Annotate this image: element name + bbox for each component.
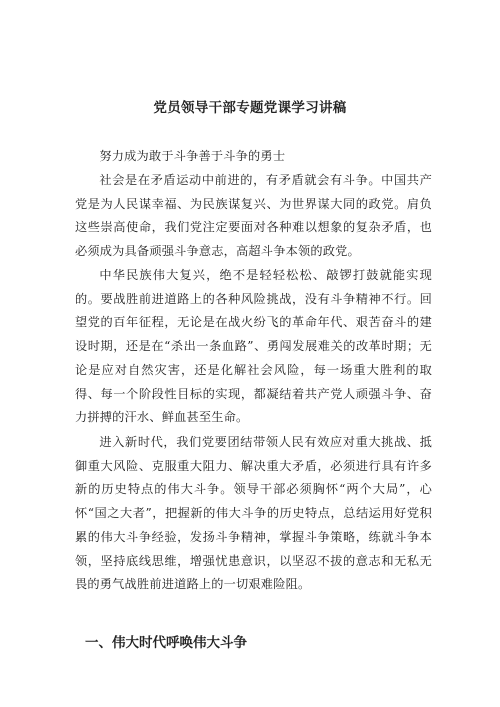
document-title: 党员领导干部专题党课学习讲稿 [153,100,347,116]
paragraph-1: 社会是在矛盾运动中前进的，有矛盾就会有斗争。中国共产党是为人民谋幸福、为民族谋复兴、为世界谋大同的政党。肩负这些崇高使命，我们党注定要面对各种难以想象的复杂矛盾，也必须成为具备顽强斗争意志，高超斗争本领的政党。 [75,173,432,259]
section-heading: 一、伟大时代呼唤伟大斗争 [85,635,247,651]
paragraph-2: 中华民族伟大复兴，绝不是轻轻松松、敲锣打鼓就能实现的。要战胜前进道路上的各种风险挑战，没有斗争精神不行。回望党的百年征程，无论是在战火纷飞的革命年代、艰苦奋斗的建设时期，还是在“杀出一条血路”、勇闯发展难关的改革时期；无论是应对自然灾害，还是化解社会风险，每一场重大胜利的取得、每一个阶段性目标的实现，都凝结着共产党人顽强斗争、奋力拼搏的汗水、鲜血甚至生命。 [75,268,432,425]
paragraph-3: 进入新时代，我们党要团结带领人民有效应对重大挑战、抵御重大风险、克服重大阻力、解决重大矛盾，必须进行具有许多新的历史特点的伟大斗争。领导干部必须胸怀“两个大局”，心怀“国之大者”，把握新的伟大斗争的历史特点，总结运用好党积累的伟大斗争经验，发扬斗争精神，掌握斗争策略，练就斗争本领，坚持底线思维，增强忧患意识，以坚忍不拔的意志和无私无畏的勇气战胜前进道路上的一切艰难险阻。 [75,435,432,592]
document-subtitle: 努力成为敢于斗争善于斗争的勇士 [99,149,286,163]
